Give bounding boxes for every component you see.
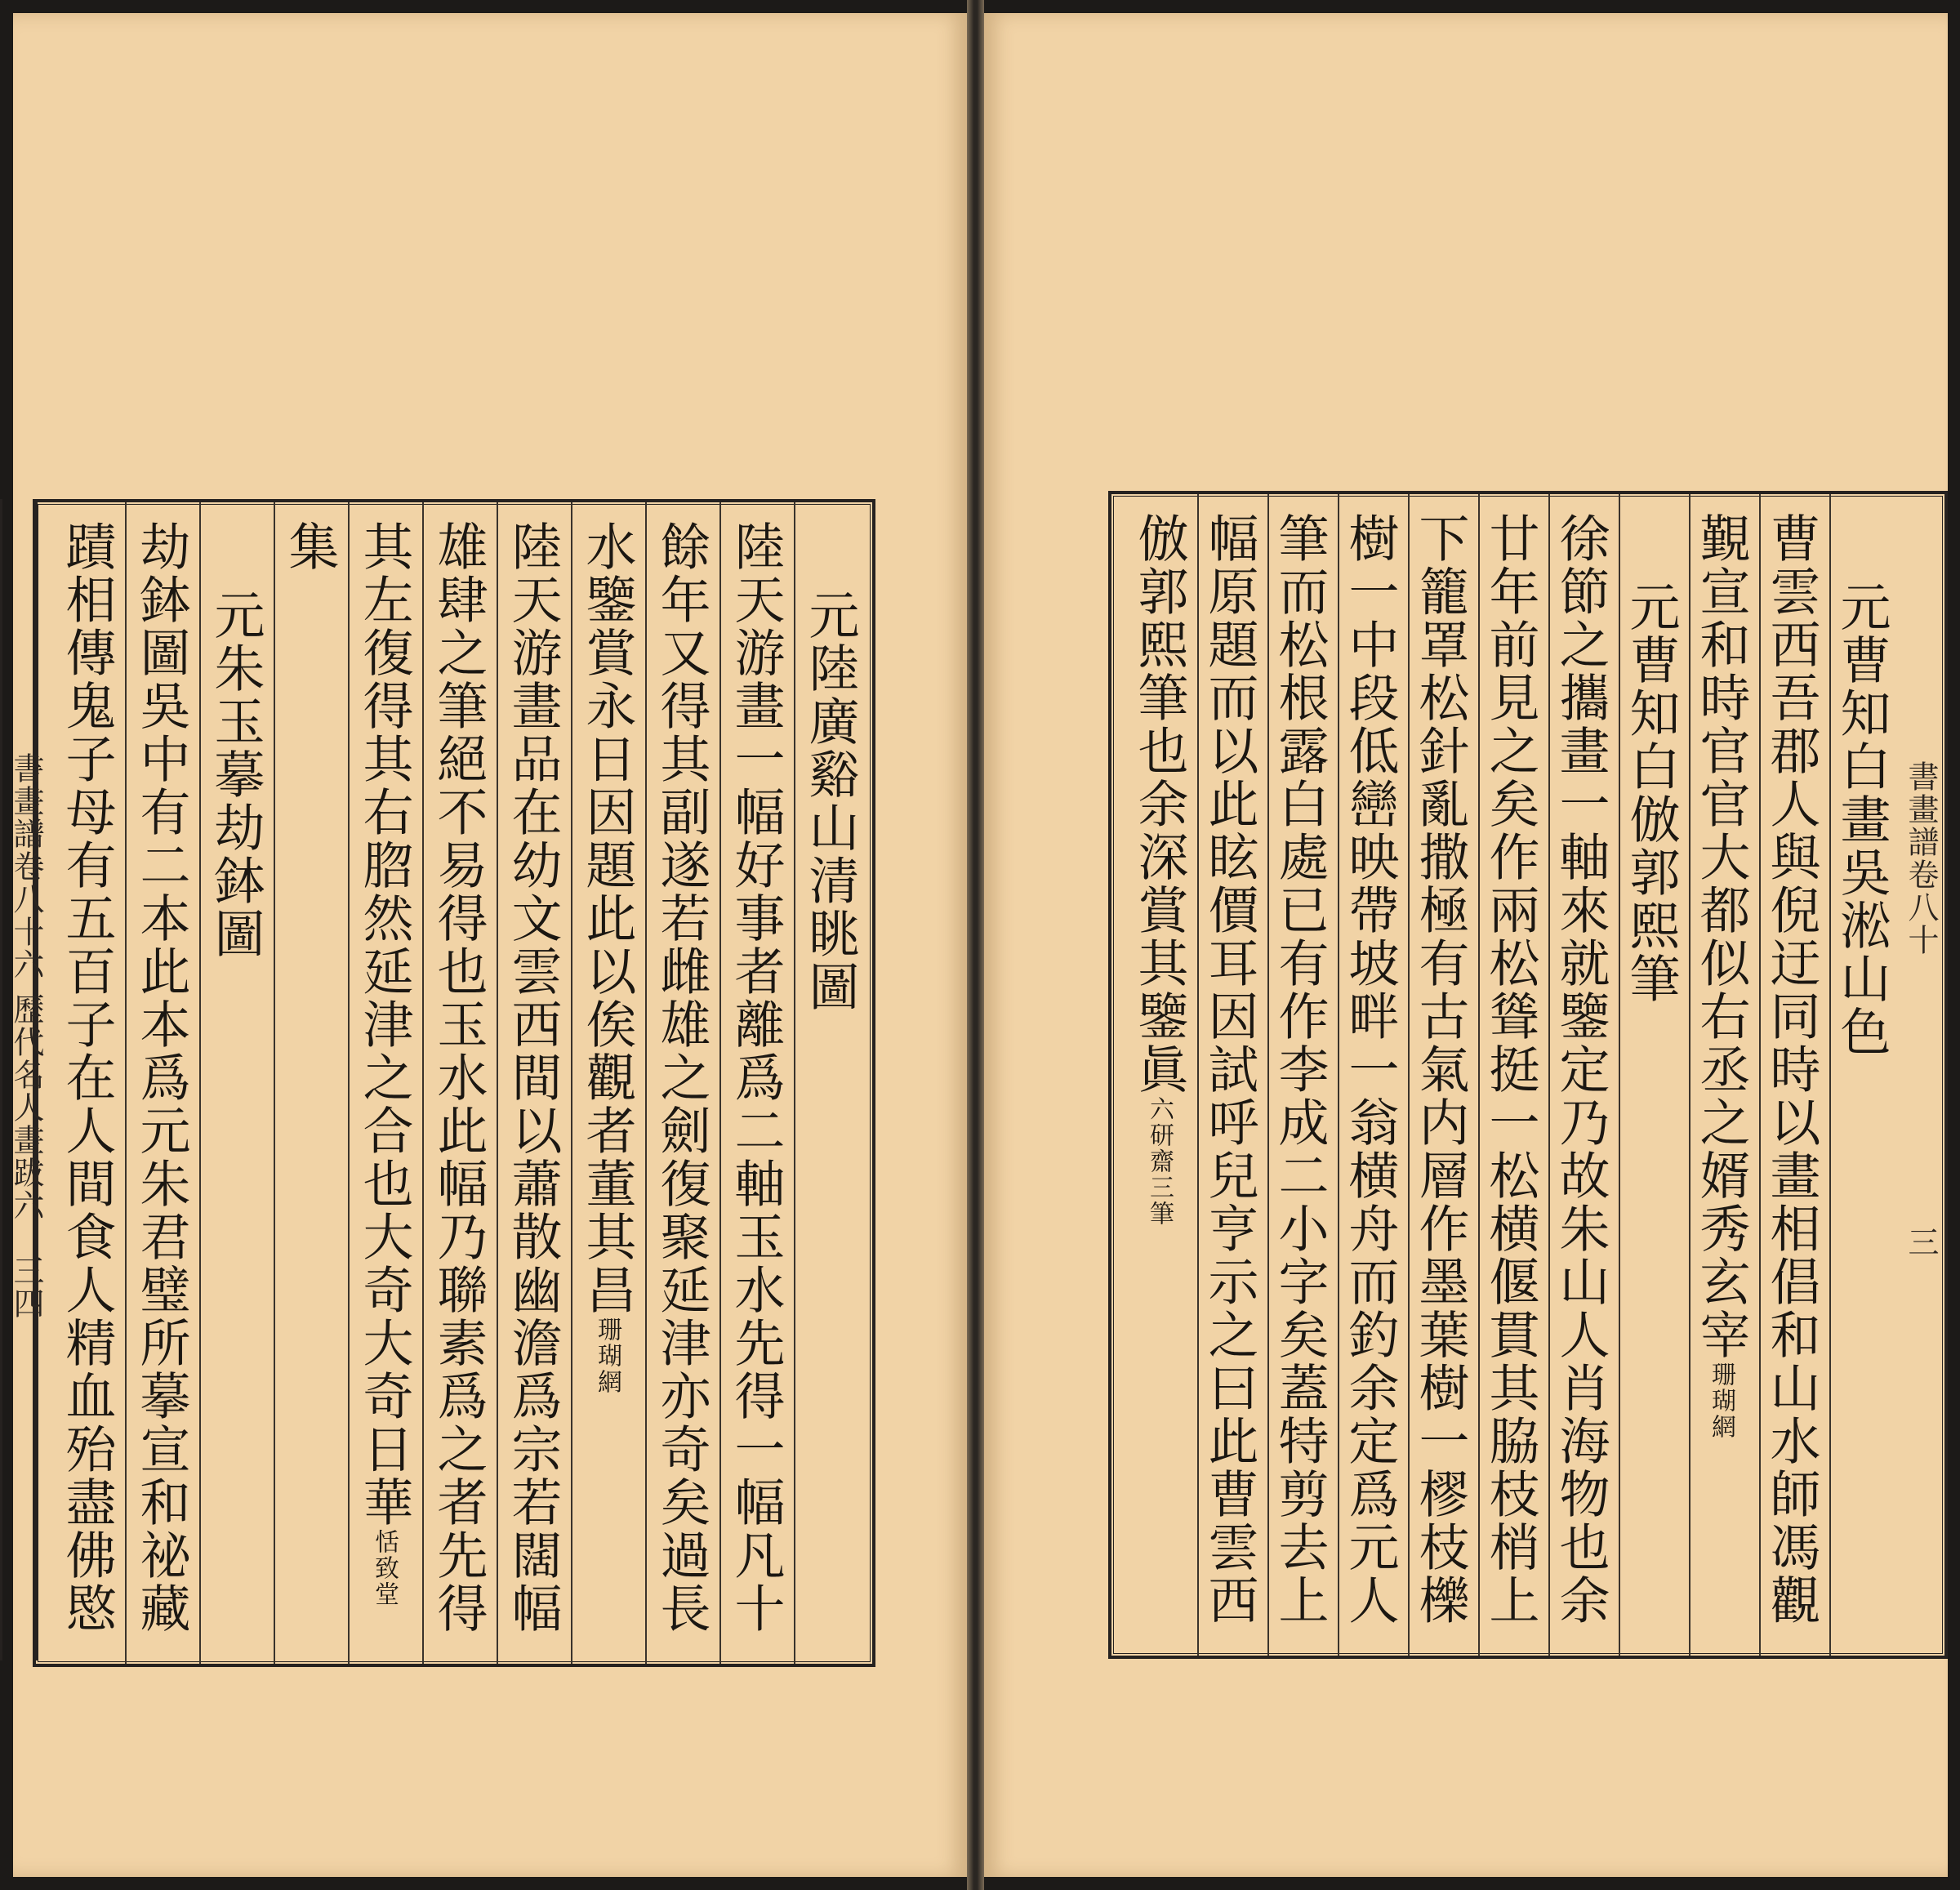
column-text: 雄肆之筆絕不易得也玉水此幅乃聯素爲之者先得 <box>429 520 488 1635</box>
text-column <box>726 520 787 1635</box>
column-text: 水鑒賞永日因題此以俟觀者董其昌 <box>577 520 637 1317</box>
right-margin-leaf: 三 <box>1903 1226 1939 1259</box>
column-text: 徐節之攜畫一軸來就鑒定乃故朱山人肖海物也余 <box>1551 512 1610 1627</box>
column-rule <box>794 502 795 1664</box>
text-column <box>1129 512 1191 1227</box>
left-margin-title: 書畫譜卷八十六 <box>8 752 44 981</box>
text-column <box>577 520 639 1395</box>
column-rule <box>422 502 424 1664</box>
text-column <box>1340 512 1401 1627</box>
book-gutter <box>967 0 984 1890</box>
text-column <box>503 520 564 1635</box>
column-text: 幅原題而以此眩價耳因試呼兒亨示之曰此曹雲西 <box>1200 512 1259 1627</box>
column-text: 曹雲西吾郡人與倪迂同時以畫相倡和山水師馮觀 <box>1762 512 1821 1627</box>
left-text-frame <box>33 499 875 1667</box>
column-text: 筆而松根露白處已有作李成二小字矣蓋特剪去上 <box>1270 512 1330 1627</box>
text-column <box>280 520 341 573</box>
column-rule <box>274 502 275 1664</box>
source-note: 珊瑚網 <box>1707 1362 1735 1440</box>
text-column <box>1481 512 1542 1627</box>
source-note: 六研齋三筆 <box>1145 1096 1174 1227</box>
text-column <box>206 520 267 961</box>
column-text: 元朱玉摹劫鉢圖 <box>206 589 265 961</box>
text-column <box>652 520 713 1635</box>
column-rule <box>497 502 498 1664</box>
column-text: 元曹知白倣郭熙筆 <box>1621 581 1681 1005</box>
text-column <box>354 520 416 1607</box>
column-text: 覲宣和時官官大都似右丞之婿秀玄宰 <box>1691 512 1751 1362</box>
text-column <box>57 520 118 1635</box>
column-text: 陸天游畫品在幼文雲西間以蕭散幽澹爲宗若闊幅 <box>503 520 563 1635</box>
column-text: 元陸廣谿山清眺圖 <box>800 589 860 1014</box>
text-column <box>800 520 862 1014</box>
column-text: 陸天游畫一幅好事者離爲二軸玉水先得一幅凡十 <box>726 520 786 1635</box>
column-text: 下籠罩松針亂撒極有古氣内層作墨葉樹一樛枝櫟 <box>1410 512 1470 1627</box>
right-text-frame <box>1108 491 1948 1659</box>
left-margin-leaf: 三四 <box>8 1255 44 1320</box>
text-column <box>1762 512 1823 1627</box>
text-column <box>131 520 193 1635</box>
text-column <box>1621 512 1682 1005</box>
column-rule <box>645 502 647 1664</box>
column-text: 其左復得其右脗然延津之合也大奇大奇日華 <box>354 520 414 1529</box>
column-text: 倣郭熙筆也余深賞其鑒眞 <box>1129 512 1189 1096</box>
text-column <box>1410 512 1472 1627</box>
text-column <box>1200 512 1261 1627</box>
right-page-margin-block <box>1899 491 1938 1652</box>
right-margin-title: 書畫譜卷八十 <box>1903 760 1939 956</box>
column-rule <box>719 502 721 1664</box>
column-text: 元曹知白畫吳淞山色 <box>1832 581 1891 1059</box>
left-page-margin-block <box>0 499 44 1660</box>
column-text: 廿年前見之矣作兩松聳挺一松横偃貫其脇枝梢上 <box>1481 512 1540 1627</box>
column-text: 劫鉢圖吳中有二本此本爲元朱君璧所摹宣和祕藏 <box>131 520 191 1635</box>
text-column <box>1551 512 1612 1627</box>
column-text: 蹟相傳鬼子母有五百子在人間食人精血殆盡佛愍 <box>57 520 117 1635</box>
column-text: 集 <box>280 520 340 573</box>
left-margin-section: 歷代名人畫跋六 <box>8 993 44 1222</box>
source-note: 珊瑚網 <box>593 1317 621 1395</box>
column-rule <box>571 502 572 1664</box>
text-column <box>1832 512 1893 1059</box>
column-rule <box>199 502 201 1664</box>
text-column <box>429 520 490 1635</box>
column-rule <box>125 502 127 1664</box>
text-column <box>1691 512 1753 1440</box>
text-column <box>1270 512 1331 1627</box>
source-note: 恬致堂 <box>370 1529 399 1607</box>
column-rule <box>348 502 350 1664</box>
column-text: 餘年又得其副遂若雌雄之劍復聚延津亦奇矣過長 <box>652 520 711 1635</box>
column-text: 樹一中段低巒映帶坡畔一翁横舟而釣余定爲元人 <box>1340 512 1400 1627</box>
